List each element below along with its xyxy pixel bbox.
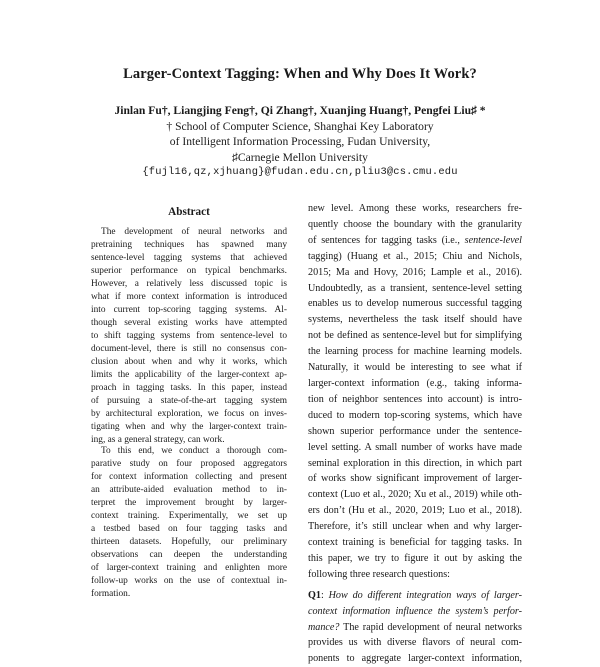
abstract-line: proach in tagging tasks. In this paper, instead: [91, 383, 287, 393]
abstract-line: ing, as a general strategy, can work.: [91, 435, 225, 445]
body-line: the learning process for machine learning models.: [308, 346, 522, 358]
body-column-right: [308, 201, 522, 667]
body-line-text: of sentences for tagging tasks (i.e.,: [308, 234, 465, 246]
abstract-line: of larger-context training and enlighten more: [91, 563, 287, 573]
abstract-line: of pursuing a state-of-the-art tagging system: [91, 396, 287, 406]
body-line: [308, 249, 522, 265]
body-line: seminal exploration in this direction, in which part: [308, 457, 522, 469]
abstract-line: parative study on four proposed aggregators: [91, 459, 287, 469]
abstract-line: by architectural exploration, we focus on inves-: [91, 409, 287, 419]
abstract-line: superior performance on typical benchmarks.: [91, 266, 287, 276]
question-1-text: mance?: [308, 621, 340, 633]
question-1-line: Q1: How do different integration ways of larger-: [308, 589, 522, 601]
abstract-line: pretraining techniques has spawned many: [91, 240, 287, 250]
body-line: Therefore, it’s still unclear when and why larger-: [308, 521, 522, 533]
body-line: Naturally, it would be interesting to see what if: [308, 362, 522, 374]
body-line: larger-context information (e.g., taking informa-: [308, 377, 522, 389]
body-line: [308, 233, 522, 249]
abstract-line: The development of neural networks and: [101, 227, 287, 237]
body-line: ponents to aggregate larger-context information,: [308, 653, 522, 665]
author-block: [0, 103, 600, 181]
italic-term: sentence-level: [464, 234, 522, 246]
body-line: level setting. A small number of works have made: [308, 441, 522, 453]
abstract-line: tigating when and why the larger-context train-: [91, 422, 287, 432]
body-line: tion of neighbor sentences into account) is intro-: [308, 393, 522, 405]
affiliation-line-3: ♯Carnegie Mellon University: [232, 150, 368, 164]
abstract-heading: Abstract: [168, 206, 210, 218]
question-1-text: How do different integration ways of larger-: [328, 589, 522, 601]
body-line: not be defined as sentence-level but for simplifying: [308, 330, 522, 342]
abstract-line: To this end, we conduct a thorough com-: [101, 446, 287, 456]
abstract-line: though several existing works have attempted: [91, 318, 287, 328]
abstract-line: formation.: [91, 589, 131, 599]
body-line-text: tagging) (Huang et al., 2015; Chiu and Nichols,: [308, 250, 522, 262]
body-line: this paper, we try to figure it out by asking the: [308, 552, 522, 564]
abstract-line: document-level, there is still no consensus con-: [91, 344, 287, 354]
abstract-line: follow-up works on the use of contextual in-: [91, 576, 287, 586]
body-line: new level. Among these works, researchers fre-: [308, 203, 522, 214]
affiliation-line-2: of Intelligent Information Processing, Fudan University,: [169, 135, 431, 149]
abstract-line: sentence-level tagging systems that achieved: [91, 253, 287, 263]
abstract-line: for context information collecting and present: [91, 472, 287, 482]
body-line: Undoubtedly, as a transient, sentence-level setting: [308, 282, 522, 294]
author-emails: {fujl16,qz,xjhuang}@fudan.edu.cn,pliu3@cs.cmu.edu: [142, 166, 458, 179]
abstract-line: an attribute-aided evaluation method to in-: [91, 485, 287, 495]
abstract-line: clusion about when and why it works, which: [91, 357, 287, 367]
abstract-line: to shift tagging systems from sentence-level to: [91, 331, 287, 341]
body-line-text: The rapid development of neural networks: [339, 621, 522, 633]
abstract-line: thirteen datasets. Hopefully, our preliminary: [91, 537, 287, 547]
abstract-line: a testbed based on four tagging tasks and: [91, 524, 287, 534]
abstract-line: limits the applicability of the larger-context ap-: [91, 370, 287, 380]
body-line: of works show significant improvement of larger-: [308, 473, 522, 485]
body-line: context (Luo et al., 2020; Xu et al., 2019) while oth-: [308, 489, 522, 501]
body-line: shown superior performance under the sentence-: [308, 425, 522, 437]
body-line: context training is beneficial for tagging tasks. In: [308, 537, 522, 549]
body-line: ers don’t (Hu et al., 2020, 2019; Luo et al., 2018).: [308, 505, 522, 517]
body-line: quently choose the boundary with the granularity: [308, 218, 522, 230]
body-line: systems, nevertheless the task itself should have: [308, 314, 522, 326]
abstract-line: context training. Experimentally, we set up: [91, 511, 287, 521]
body-line: enables us to develop numerous successful tagging: [308, 298, 522, 310]
abstract-line: terpret the improvement brought by larger-: [91, 498, 287, 508]
abstract-line: However, a relatively less discussed topic is: [91, 279, 287, 289]
abstract-paragraph-1: [91, 226, 287, 447]
body-line: 2015; Ma and Hovy, 2016; Lample et al., 2016).: [308, 266, 522, 278]
question-1-line: context information influence the system’s perfor-: [308, 605, 522, 617]
body-line: following three research questions:: [308, 568, 450, 580]
paper-title: Larger-Context Tagging: When and Why Does It Work?: [123, 66, 477, 82]
abstract-line: into current top-scoring tagging systems. Al-: [91, 305, 287, 315]
question-1-label: Q1: [308, 589, 321, 601]
question-1-line: [308, 620, 522, 636]
body-line: duced to modern top-scoring systems, which have: [308, 409, 522, 421]
abstract-line: observations can deepen the understanding: [91, 550, 287, 560]
abstract-line: what if more context information is introduced: [91, 292, 287, 302]
body-line: provides us with diverse flavors of neural com-: [308, 637, 522, 649]
abstract-paragraph-2: [91, 445, 287, 601]
author-names: Jinlan Fu†, Liangjing Feng†, Qi Zhang†, Xuanjing Huang†, Pengfei Liu♯ *: [114, 104, 486, 117]
affiliation-line-1: † School of Computer Science, Shanghai Key Laboratory: [166, 119, 434, 133]
